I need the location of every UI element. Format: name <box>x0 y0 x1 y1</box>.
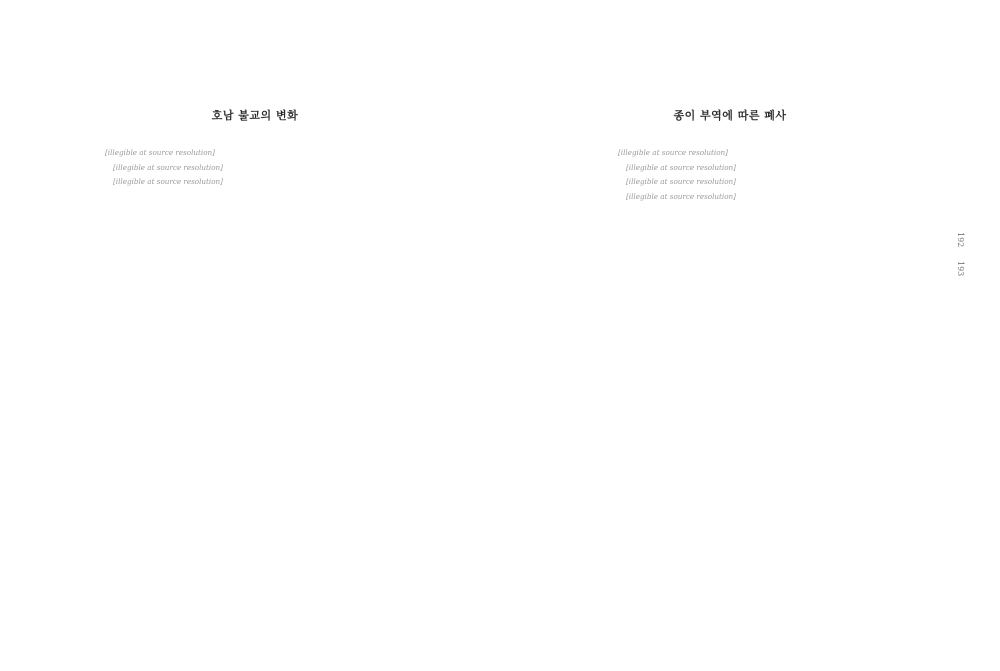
right-running-head: 종이 부역에 따른 폐사 <box>673 109 787 123</box>
page-number-left: 192 <box>956 232 965 248</box>
left-running-head: 호남 불교의 변화 <box>211 109 299 123</box>
page-numbers <box>951 232 965 292</box>
left-body <box>105 146 401 190</box>
left-paragraph-1: [illegible at source resolution] <box>105 148 215 157</box>
left-paragraph-2: [illegible at source resolution] <box>113 162 223 172</box>
right-paragraph-3: [illegible at source resolution] <box>626 177 736 187</box>
right-page <box>500 0 1000 671</box>
left-paragraph-3: [illegible at source resolution] <box>113 177 223 187</box>
right-paragraph-1: [illegible at source resolution] <box>618 148 728 157</box>
right-body <box>618 146 914 204</box>
right-paragraph-4: [illegible at source resolution] <box>626 191 736 201</box>
page-number-right: 193 <box>956 261 965 277</box>
right-paragraph-2: [illegible at source resolution] <box>626 162 736 172</box>
